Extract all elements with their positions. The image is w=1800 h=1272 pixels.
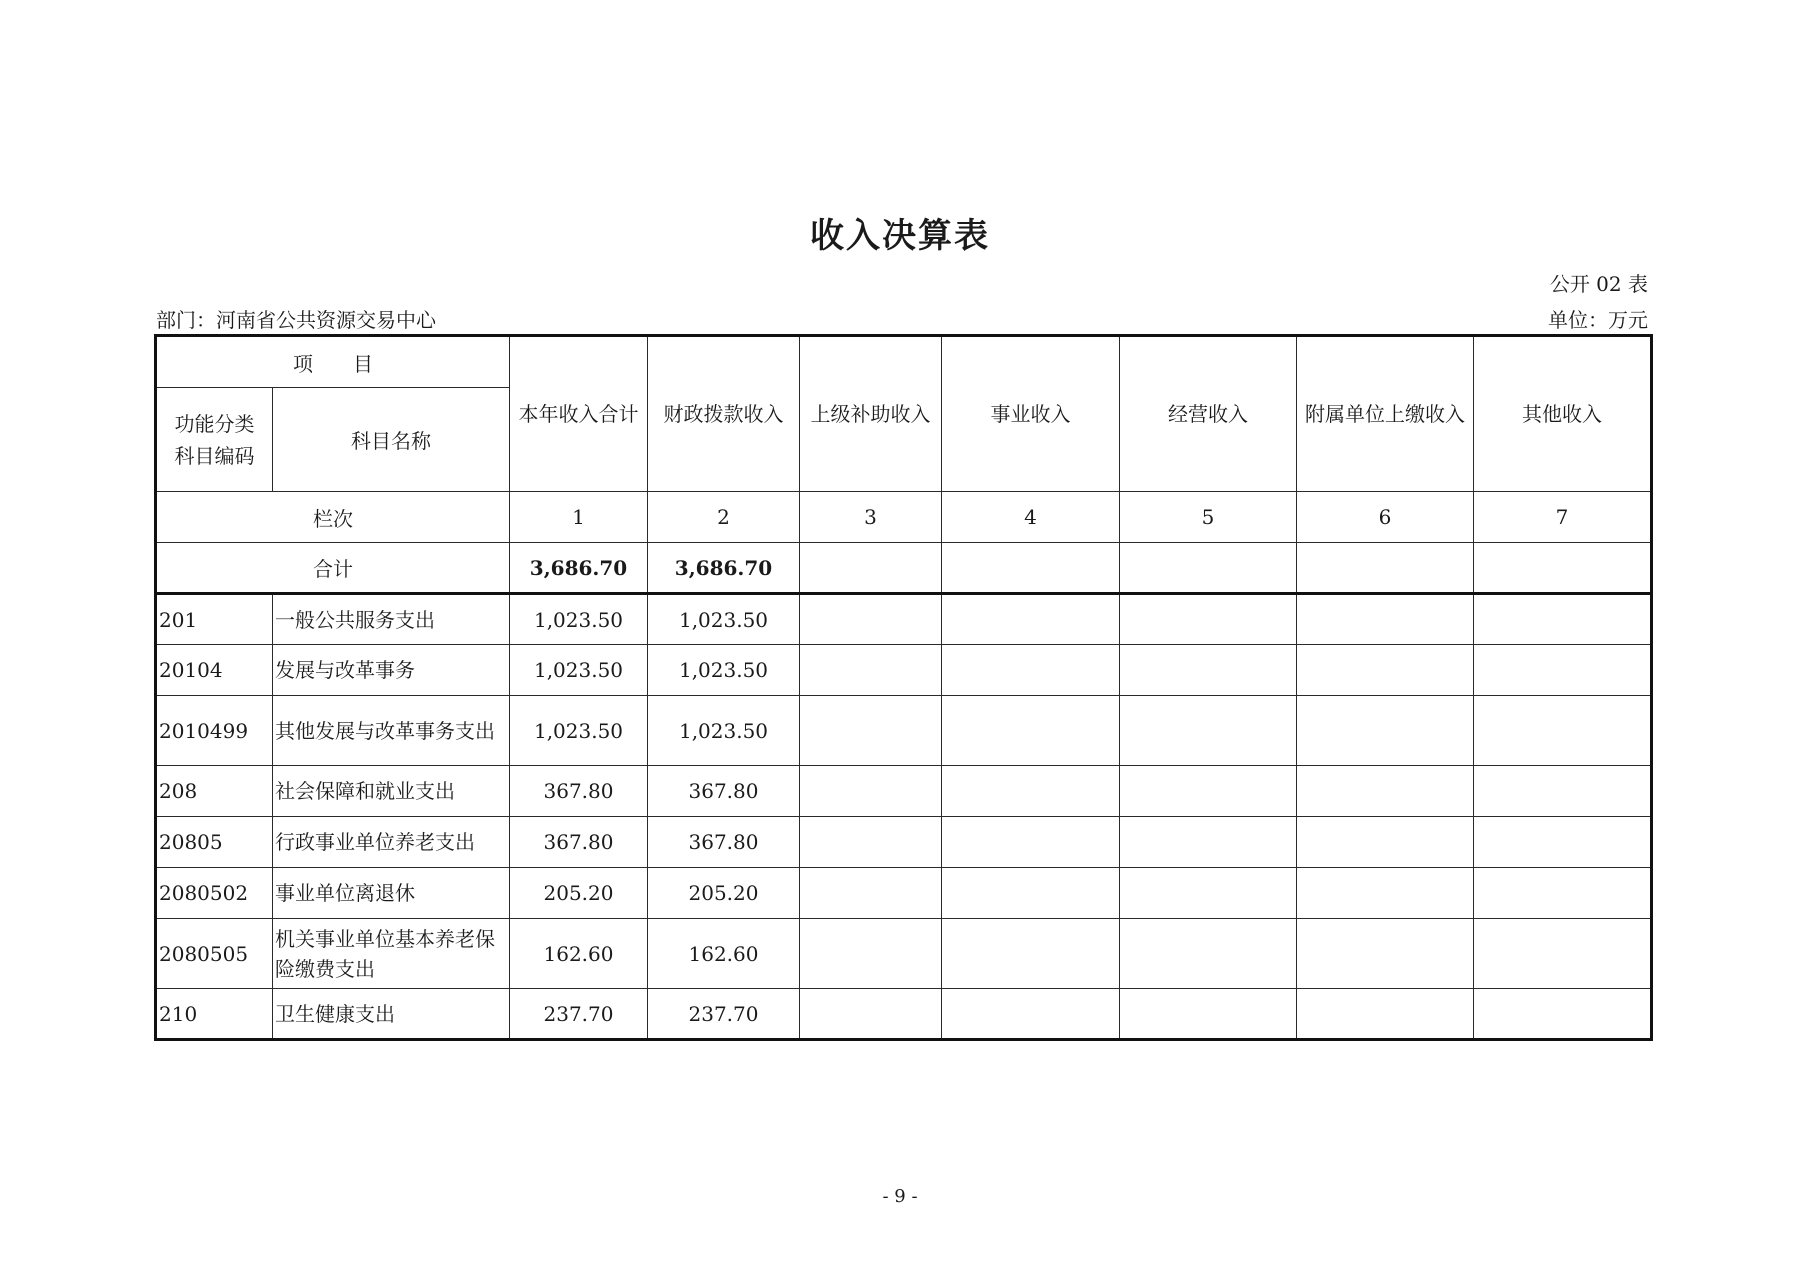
row-value-5	[1120, 868, 1297, 919]
row-value-2: 237.70	[648, 989, 800, 1040]
column-index-1: 1	[510, 492, 648, 543]
row-value-6	[1297, 766, 1474, 817]
total-value-5	[1120, 543, 1297, 594]
row-value-7	[1474, 817, 1652, 868]
row-value-4	[942, 645, 1120, 696]
unit-label: 单位：万元	[1548, 308, 1648, 332]
row-value-7	[1474, 868, 1652, 919]
row-value-2: 205.20	[648, 868, 800, 919]
row-value-5	[1120, 594, 1297, 645]
row-value-1: 367.80	[510, 766, 648, 817]
row-code: 201	[156, 594, 273, 645]
table-row	[156, 817, 1652, 868]
column-index-label: 栏次	[156, 492, 510, 543]
row-value-5	[1120, 817, 1297, 868]
header-item: 项 目	[156, 336, 510, 388]
row-value-4	[942, 919, 1120, 989]
total-label: 合计	[156, 543, 510, 594]
total-value-2: 3,686.70	[648, 543, 800, 594]
row-code: 20104	[156, 645, 273, 696]
row-value-6	[1297, 696, 1474, 766]
row-value-1: 237.70	[510, 989, 648, 1040]
column-index-2: 2	[648, 492, 800, 543]
row-value-1: 367.80	[510, 817, 648, 868]
total-value-4	[942, 543, 1120, 594]
page-title: 收入决算表	[810, 216, 990, 256]
row-value-5	[1120, 645, 1297, 696]
row-value-2: 367.80	[648, 766, 800, 817]
column-index-5: 5	[1120, 492, 1297, 543]
table-row	[156, 645, 1652, 696]
row-value-2: 1,023.50	[648, 594, 800, 645]
table-row	[156, 989, 1652, 1040]
row-value-6	[1297, 645, 1474, 696]
row-name: 其他发展与改革事务支出	[273, 696, 510, 766]
row-value-2: 1,023.50	[648, 696, 800, 766]
row-value-2: 367.80	[648, 817, 800, 868]
row-value-3	[800, 766, 942, 817]
row-value-5	[1120, 989, 1297, 1040]
row-value-2: 1,023.50	[648, 645, 800, 696]
row-value-1: 162.60	[510, 919, 648, 989]
row-name: 卫生健康支出	[273, 989, 510, 1040]
row-value-4	[942, 868, 1120, 919]
table-row	[156, 919, 1652, 989]
row-value-4	[942, 766, 1120, 817]
header-col-4: 事业收入	[942, 336, 1120, 492]
row-code: 2010499	[156, 696, 273, 766]
row-value-1: 1,023.50	[510, 594, 648, 645]
column-index-7: 7	[1474, 492, 1652, 543]
row-value-1: 205.20	[510, 868, 648, 919]
form-code: 公开 02 表	[1549, 272, 1648, 296]
row-name: 事业单位离退休	[273, 868, 510, 919]
column-index-4: 4	[942, 492, 1120, 543]
header-col-2: 财政拨款收入	[648, 336, 800, 492]
row-value-3	[800, 868, 942, 919]
row-name: 社会保障和就业支出	[273, 766, 510, 817]
row-code: 2080505	[156, 919, 273, 989]
table-row	[156, 594, 1652, 645]
row-value-7	[1474, 766, 1652, 817]
row-code: 20805	[156, 817, 273, 868]
row-value-7	[1474, 989, 1652, 1040]
row-value-1: 1,023.50	[510, 696, 648, 766]
row-name: 行政事业单位养老支出	[273, 817, 510, 868]
header-col-5: 经营收入	[1120, 336, 1297, 492]
row-name: 发展与改革事务	[273, 645, 510, 696]
total-row	[156, 543, 1652, 594]
row-name: 一般公共服务支出	[273, 594, 510, 645]
row-value-7	[1474, 696, 1652, 766]
row-value-4	[942, 989, 1120, 1040]
header-code: 功能分类 科目编码	[156, 388, 273, 492]
row-value-3	[800, 817, 942, 868]
department-label: 部门：河南省公共资源交易中心	[156, 308, 436, 332]
column-index-row	[156, 492, 1652, 543]
header-col-7: 其他收入	[1474, 336, 1652, 492]
row-name: 机关事业单位基本养老保险缴费支出	[273, 919, 510, 989]
table-row	[156, 868, 1652, 919]
row-value-6	[1297, 919, 1474, 989]
row-value-3	[800, 696, 942, 766]
row-value-4	[942, 594, 1120, 645]
column-index-3: 3	[800, 492, 942, 543]
row-value-6	[1297, 989, 1474, 1040]
total-value-7	[1474, 543, 1652, 594]
page-number: - 9 -	[882, 1186, 918, 1207]
row-value-3	[800, 594, 942, 645]
row-code: 210	[156, 989, 273, 1040]
row-value-6	[1297, 817, 1474, 868]
header-col-3: 上级补助收入	[800, 336, 942, 492]
row-value-7	[1474, 594, 1652, 645]
header-name: 科目名称	[273, 388, 510, 492]
row-value-3	[800, 989, 942, 1040]
row-value-5	[1120, 766, 1297, 817]
row-value-6	[1297, 594, 1474, 645]
row-value-7	[1474, 645, 1652, 696]
table-row	[156, 766, 1652, 817]
row-code: 2080502	[156, 868, 273, 919]
row-value-5	[1120, 696, 1297, 766]
row-value-3	[800, 919, 942, 989]
income-statement-table	[154, 334, 1653, 1041]
row-value-6	[1297, 868, 1474, 919]
header-col-6: 附属单位上缴收入	[1297, 336, 1474, 492]
column-index-6: 6	[1297, 492, 1474, 543]
table-row	[156, 696, 1652, 766]
total-value-6	[1297, 543, 1474, 594]
row-value-2: 162.60	[648, 919, 800, 989]
header-col-1: 本年收入合计	[510, 336, 648, 492]
row-value-1: 1,023.50	[510, 645, 648, 696]
row-value-3	[800, 645, 942, 696]
total-value-3	[800, 543, 942, 594]
row-value-4	[942, 817, 1120, 868]
row-code: 208	[156, 766, 273, 817]
total-value-1: 3,686.70	[510, 543, 648, 594]
row-value-7	[1474, 919, 1652, 989]
row-value-5	[1120, 919, 1297, 989]
row-value-4	[942, 696, 1120, 766]
